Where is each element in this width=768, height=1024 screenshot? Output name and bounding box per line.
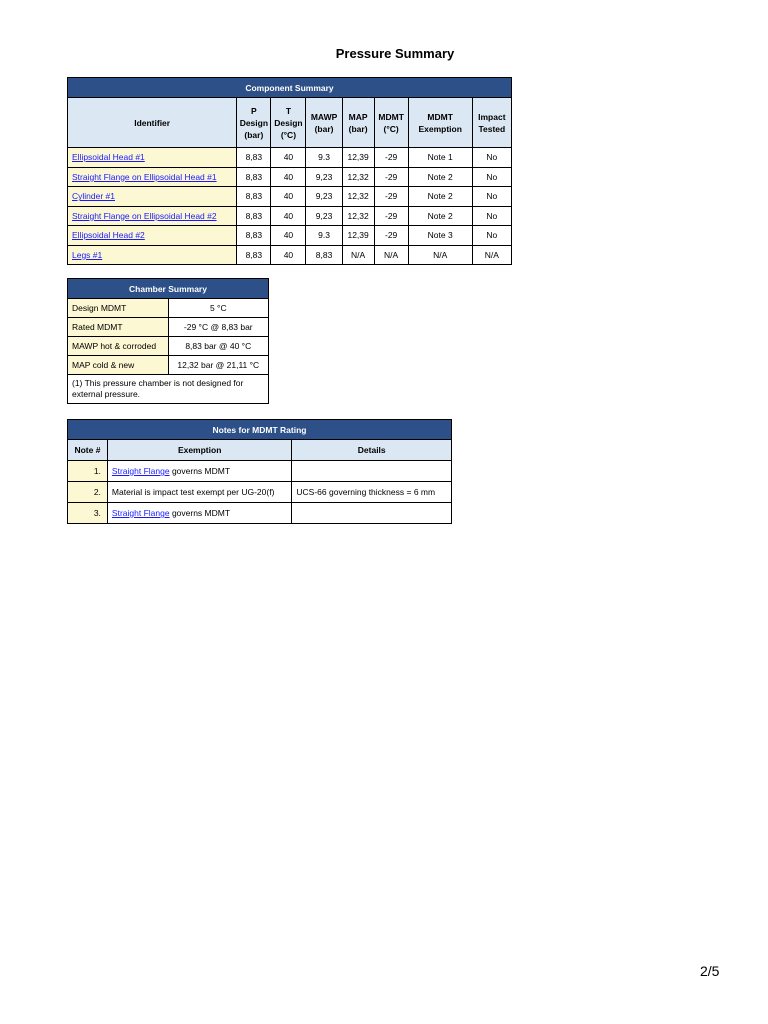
table-row <box>68 503 452 524</box>
impact-cell: No <box>472 167 511 187</box>
impact-cell: No <box>472 148 511 168</box>
chamber-value: 12,32 bar @ 21,11 °C <box>168 356 268 375</box>
table-row <box>68 226 512 246</box>
impact-cell: No <box>472 226 511 246</box>
exemption-cell: Note 2 <box>408 167 472 187</box>
table-row <box>68 187 512 207</box>
header-map: MAP (bar) <box>342 98 374 148</box>
straight-flange-link[interactable]: Straight Flange <box>111 508 170 518</box>
mdmt-cell: -29 <box>374 167 408 187</box>
exemption-cell: Straight Flange governs MDMT <box>107 503 291 524</box>
header-t-design: T Design (°C) <box>271 98 306 148</box>
component-summary-table <box>67 77 512 265</box>
exemption-cell: Straight Flange governs MDMT <box>107 461 291 482</box>
straight-flange-link[interactable]: Straight Flange <box>111 466 170 476</box>
details-cell <box>292 461 452 482</box>
chamber-label: Rated MDMT <box>68 318 169 337</box>
impact-cell: No <box>472 187 511 207</box>
header-mawp: MAWP (bar) <box>306 98 342 148</box>
component-summary-banner: Component Summary <box>68 78 512 98</box>
identifier-link[interactable]: Ellipsoidal Head #2 <box>72 230 145 241</box>
p-design-cell: 8,83 <box>237 206 271 226</box>
p-design-cell: 8,83 <box>237 226 271 246</box>
exemption-cell: Note 2 <box>408 187 472 207</box>
note-number: 3. <box>68 503 108 524</box>
mdmt-cell: N/A <box>374 245 408 265</box>
table-row <box>68 167 512 187</box>
chamber-value: 5 °C <box>168 299 268 318</box>
table-row <box>68 206 512 226</box>
mawp-cell: 8,83 <box>306 245 342 265</box>
table-row <box>68 245 512 265</box>
note-number: 2. <box>68 482 108 503</box>
p-design-cell: 8,83 <box>237 187 271 207</box>
map-cell: 12,32 <box>342 187 374 207</box>
details-cell <box>292 503 452 524</box>
t-design-cell: 40 <box>271 148 306 168</box>
header-mdmt: MDMT (°C) <box>374 98 408 148</box>
t-design-cell: 40 <box>271 167 306 187</box>
chamber-label: Design MDMT <box>68 299 169 318</box>
exemption-cell: Note 2 <box>408 206 472 226</box>
header-note-number: Note # <box>68 440 108 461</box>
note-number: 1. <box>68 461 108 482</box>
table-row <box>68 148 512 168</box>
chamber-summary-table <box>67 278 269 404</box>
map-cell: 12,39 <box>342 148 374 168</box>
table-row <box>68 337 269 356</box>
header-p-design: P Design (bar) <box>237 98 271 148</box>
page-title: Pressure Summary <box>335 46 455 61</box>
chamber-value: -29 °C @ 8,83 bar <box>168 318 268 337</box>
exemption-cell: N/A <box>408 245 472 265</box>
chamber-summary-banner: Chamber Summary <box>68 279 269 299</box>
impact-cell: No <box>472 206 511 226</box>
chamber-label: MAWP hot & corroded <box>68 337 169 356</box>
mdmt-cell: -29 <box>374 187 408 207</box>
table-row <box>68 461 452 482</box>
exemption-cell: Material is impact test exempt per UG-20(f) <box>107 482 291 503</box>
p-design-cell: 8,83 <box>237 245 271 265</box>
p-design-cell: 8,83 <box>237 148 271 168</box>
table-row <box>68 482 452 503</box>
mawp-cell: 9,23 <box>306 167 342 187</box>
mdmt-cell: -29 <box>374 226 408 246</box>
identifier-link[interactable]: Straight Flange on Ellipsoidal Head #1 <box>72 171 217 182</box>
chamber-value: 8,83 bar @ 40 °C <box>168 337 268 356</box>
header-details: Details <box>292 440 452 461</box>
t-design-cell: 40 <box>271 226 306 246</box>
mawp-cell: 9,23 <box>306 187 342 207</box>
mdmt-notes-table <box>67 419 452 524</box>
table-row <box>68 299 269 318</box>
map-cell: 12,39 <box>342 226 374 246</box>
table-row <box>68 356 269 375</box>
chamber-label: MAP cold & new <box>68 356 169 375</box>
page-number: 2/5 <box>700 963 720 979</box>
t-design-cell: 40 <box>271 245 306 265</box>
mawp-cell: 9.3 <box>306 148 342 168</box>
mdmt-notes-banner: Notes for MDMT Rating <box>68 420 452 440</box>
identifier-link[interactable]: Cylinder #1 <box>72 191 115 202</box>
mawp-cell: 9,23 <box>306 206 342 226</box>
header-exemption: Exemption <box>107 440 291 461</box>
identifier-link[interactable]: Legs #1 <box>72 249 103 260</box>
header-mdmt-exemption: MDMT Exemption <box>408 98 472 148</box>
identifier-link[interactable]: Ellipsoidal Head #1 <box>72 152 145 163</box>
mdmt-cell: -29 <box>374 206 408 226</box>
exemption-cell: Note 1 <box>408 148 472 168</box>
impact-cell: N/A <box>472 245 511 265</box>
chamber-note: (1) This pressure chamber is not designed for external pressure. <box>68 375 269 404</box>
mdmt-cell: -29 <box>374 148 408 168</box>
mawp-cell: 9.3 <box>306 226 342 246</box>
map-cell: 12,32 <box>342 167 374 187</box>
header-identifier: Identifier <box>68 98 237 148</box>
map-cell: 12,32 <box>342 206 374 226</box>
header-impact-tested: Impact Tested <box>472 98 511 148</box>
details-cell: UCS-66 governing thickness = 6 mm <box>292 482 452 503</box>
identifier-link[interactable]: Straight Flange on Ellipsoidal Head #2 <box>72 210 217 221</box>
t-design-cell: 40 <box>271 206 306 226</box>
t-design-cell: 40 <box>271 187 306 207</box>
table-row <box>68 318 269 337</box>
map-cell: N/A <box>342 245 374 265</box>
p-design-cell: 8,83 <box>237 167 271 187</box>
exemption-cell: Note 3 <box>408 226 472 246</box>
